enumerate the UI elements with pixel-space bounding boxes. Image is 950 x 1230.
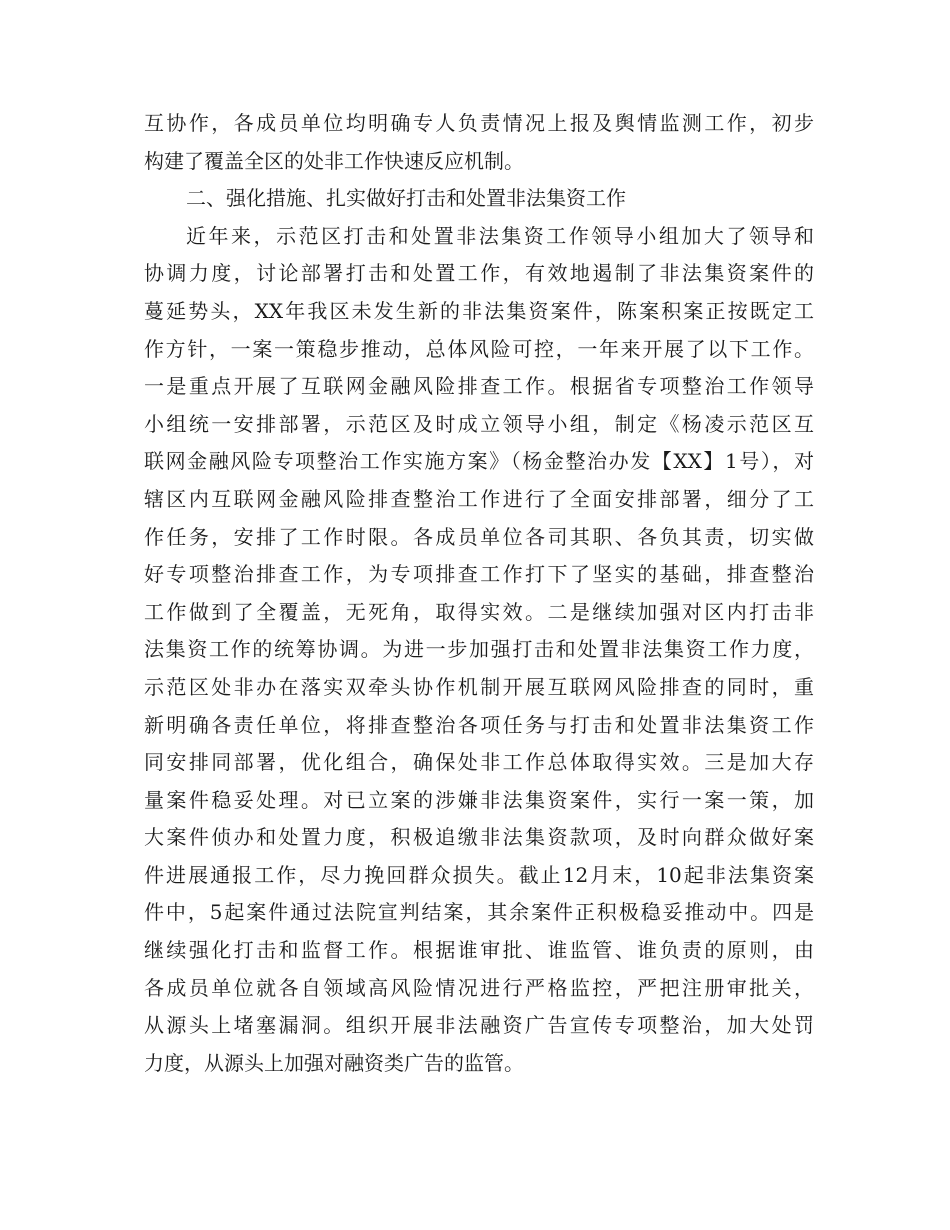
text-line: 小组统一安排部署，示范区及时成立领导小组，制定《杨凌示范区互	[144, 411, 814, 436]
text-line: 法集资工作的统筹协调。为进一步加强打击和处置非法集资工作力度，	[144, 637, 814, 662]
section-heading: 二、强化措施、扎实做好打击和处置非法集资工作	[186, 186, 626, 211]
text-line: 件进展通报工作，尽力挽回群众损失。截止12月末，10起非法集资案	[144, 862, 814, 887]
text-line: 一是重点开展了互联网金融风险排查工作。根据省专项整治工作领导	[144, 374, 814, 399]
text-line: 辖区内互联网金融风险排查整治工作进行了全面安排部署，细分了工	[144, 486, 814, 511]
text-line: 新明确各责任单位，将排查整治各项任务与打击和处置非法集资工作	[144, 712, 814, 737]
text-line: 好专项整治排查工作，为专项排查工作打下了坚实的基础，排查整治	[144, 562, 814, 587]
text-line: 作任务，安排了工作时限。各成员单位各司其职、各负其责，切实做	[144, 524, 814, 549]
text-line: 作方针，一案一策稳步推动，总体风险可控，一年来开展了以下工作。	[144, 336, 814, 361]
text-line: 互协作，各成员单位均明确专人负责情况上报及舆情监测工作，初步	[144, 111, 814, 135]
text-line: 从源头上堵塞漏洞。组织开展非法融资广告宣传专项整治，加大处罚	[144, 1013, 814, 1038]
text-line: 件中，5起案件通过法院宣判结案，其余案件正积极稳妥推动中。四是	[144, 900, 814, 925]
text-line: 继续强化打击和监督工作。根据谁审批、谁监管、谁负责的原则，由	[144, 938, 814, 963]
text-line: 各成员单位就各自领域高风险情况进行严格监控，严把注册审批关，	[144, 975, 814, 1000]
text-line: 示范区处非办在落实双牵头协作机制开展互联网风险排查的同时，重	[144, 674, 814, 699]
text-line: 蔓延势头，XX年我区未发生新的非法集资案件，陈案积案正按既定工	[144, 298, 814, 323]
body-text	[144, 105, 814, 1082]
text-line: 大案件侦办和处置力度，积极追缴非法集资款项，及时向群众做好案	[144, 825, 814, 850]
text-line: 协调力度，讨论部署打击和处置工作，有效地遏制了非法集资案件的	[144, 261, 814, 286]
text-line: 工作做到了全覆盖，无死角，取得实效。二是继续加强对区内打击非	[144, 599, 814, 624]
text-line: 近年来，示范区打击和处置非法集资工作领导小组加大了领导和	[186, 223, 814, 248]
text-line: 同安排同部署，优化组合，确保处非工作总体取得实效。三是加大存	[144, 750, 814, 775]
text-line: 量案件稳妥处理。对已立案的涉嫌非法集资案件，实行一案一策，加	[144, 787, 814, 812]
text-line: 构建了覆盖全区的处非工作快速反应机制。	[144, 148, 524, 173]
text-line: 联网金融风险专项整治工作实施方案》（杨金整治办发【XX】1号），对	[144, 449, 814, 474]
text-line: 力度，从源头上加强对融资类广告的监管。	[144, 1050, 524, 1075]
